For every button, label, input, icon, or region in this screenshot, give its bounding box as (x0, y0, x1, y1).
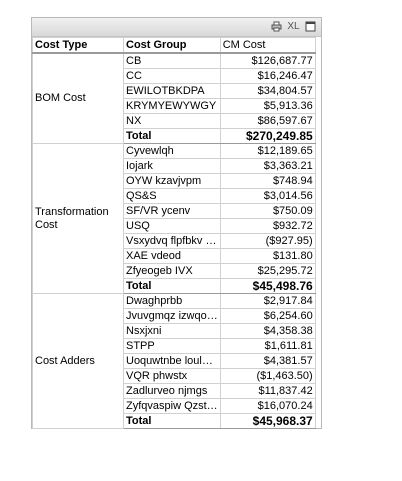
header-cost-group[interactable]: Cost Group (124, 38, 221, 54)
cm-cost-cell: $16,246.47 (220, 69, 315, 84)
cost-group-cell[interactable]: CC (124, 69, 221, 84)
cost-group-cell[interactable]: SF/VR ycenv (124, 204, 221, 219)
cost-group-cell[interactable]: Vsxydvq flpfbkv … (124, 234, 221, 249)
total-label: Total (124, 279, 221, 294)
cost-group-cell[interactable]: VQR phwstx (124, 369, 221, 384)
cm-cost-cell: $25,295.72 (220, 264, 315, 279)
cost-group-cell[interactable]: XAE vdeod (124, 249, 221, 264)
table-row (33, 53, 316, 69)
cm-cost-cell: $86,597.67 (220, 114, 315, 129)
cost-group-cell[interactable]: KRYMYEWYWGY (124, 99, 221, 114)
printer-icon[interactable] (270, 20, 283, 33)
cost-group-cell[interactable]: Dwaghprbb (124, 294, 221, 309)
cm-cost-cell: $748.94 (220, 174, 315, 189)
cost-group-cell[interactable]: EWILOTBKDPA (124, 84, 221, 99)
total-label: Total (124, 414, 221, 429)
cm-cost-cell: ($1,463.50) (220, 369, 315, 384)
panel-titlebar (32, 18, 321, 37)
cost-group-cell[interactable]: Zfyeogeb IVX (124, 264, 221, 279)
cost-group-cell[interactable]: Iojark (124, 159, 221, 174)
maximize-icon[interactable] (304, 20, 317, 33)
cm-cost-cell: $750.09 (220, 204, 315, 219)
pivot-table-panel (31, 17, 322, 429)
cm-cost-cell: $16,070.24 (220, 399, 315, 414)
cm-cost-cell: $6,254.60 (220, 309, 315, 324)
total-value: $270,249.85 (220, 129, 315, 144)
cm-cost-cell: $5,913.36 (220, 99, 315, 114)
cost-group-cell[interactable]: Zadlurveo njmgs (124, 384, 221, 399)
cost-group-cell[interactable]: Uoquwtnbe loul… (124, 354, 221, 369)
cm-cost-cell: $126,687.77 (220, 53, 315, 69)
cost-group-cell[interactable]: CB (124, 53, 221, 69)
cost-pivot-table (32, 37, 316, 429)
cm-cost-cell: $3,014.56 (220, 189, 315, 204)
cost-group-cell[interactable]: NX (124, 114, 221, 129)
cost-type-cell[interactable]: Cost Adders (33, 294, 124, 429)
cm-cost-cell: $12,189.65 (220, 144, 315, 159)
cost-group-cell[interactable]: Jvuvgmqz izwqo… (124, 309, 221, 324)
total-value: $45,968.37 (220, 414, 315, 429)
cost-group-cell[interactable]: Cyvewlqh (124, 144, 221, 159)
cm-cost-cell: ($927.95) (220, 234, 315, 249)
header-cm-cost[interactable]: CM Cost (220, 38, 315, 54)
table-row (33, 294, 316, 309)
cm-cost-cell: $4,358.38 (220, 324, 315, 339)
cm-cost-cell: $131.80 (220, 249, 315, 264)
cm-cost-cell: $34,804.57 (220, 84, 315, 99)
cm-cost-cell: $3,363.21 (220, 159, 315, 174)
total-label: Total (124, 129, 221, 144)
cm-cost-cell: $1,611.81 (220, 339, 315, 354)
cost-group-cell[interactable]: STPP (124, 339, 221, 354)
cost-group-cell[interactable]: OYW kzavjvpm (124, 174, 221, 189)
cost-group-cell[interactable]: QS&S (124, 189, 221, 204)
cost-group-cell[interactable]: USQ (124, 219, 221, 234)
cm-cost-cell: $11,837.42 (220, 384, 315, 399)
cm-cost-cell: $4,381.57 (220, 354, 315, 369)
header-row (33, 38, 316, 54)
cost-type-cell[interactable]: BOM Cost (33, 53, 124, 144)
total-value: $45,498.76 (220, 279, 315, 294)
excel-export-button[interactable]: XL (287, 21, 300, 32)
cost-type-cell[interactable]: Transformation Cost (33, 144, 124, 294)
cost-group-cell[interactable]: Zyfqvaspiw Qzst… (124, 399, 221, 414)
table-row (33, 144, 316, 159)
cm-cost-cell: $932.72 (220, 219, 315, 234)
cost-group-cell[interactable]: Nsxjxni (124, 324, 221, 339)
cm-cost-cell: $2,917.84 (220, 294, 315, 309)
header-cost-type[interactable]: Cost Type (33, 38, 124, 54)
